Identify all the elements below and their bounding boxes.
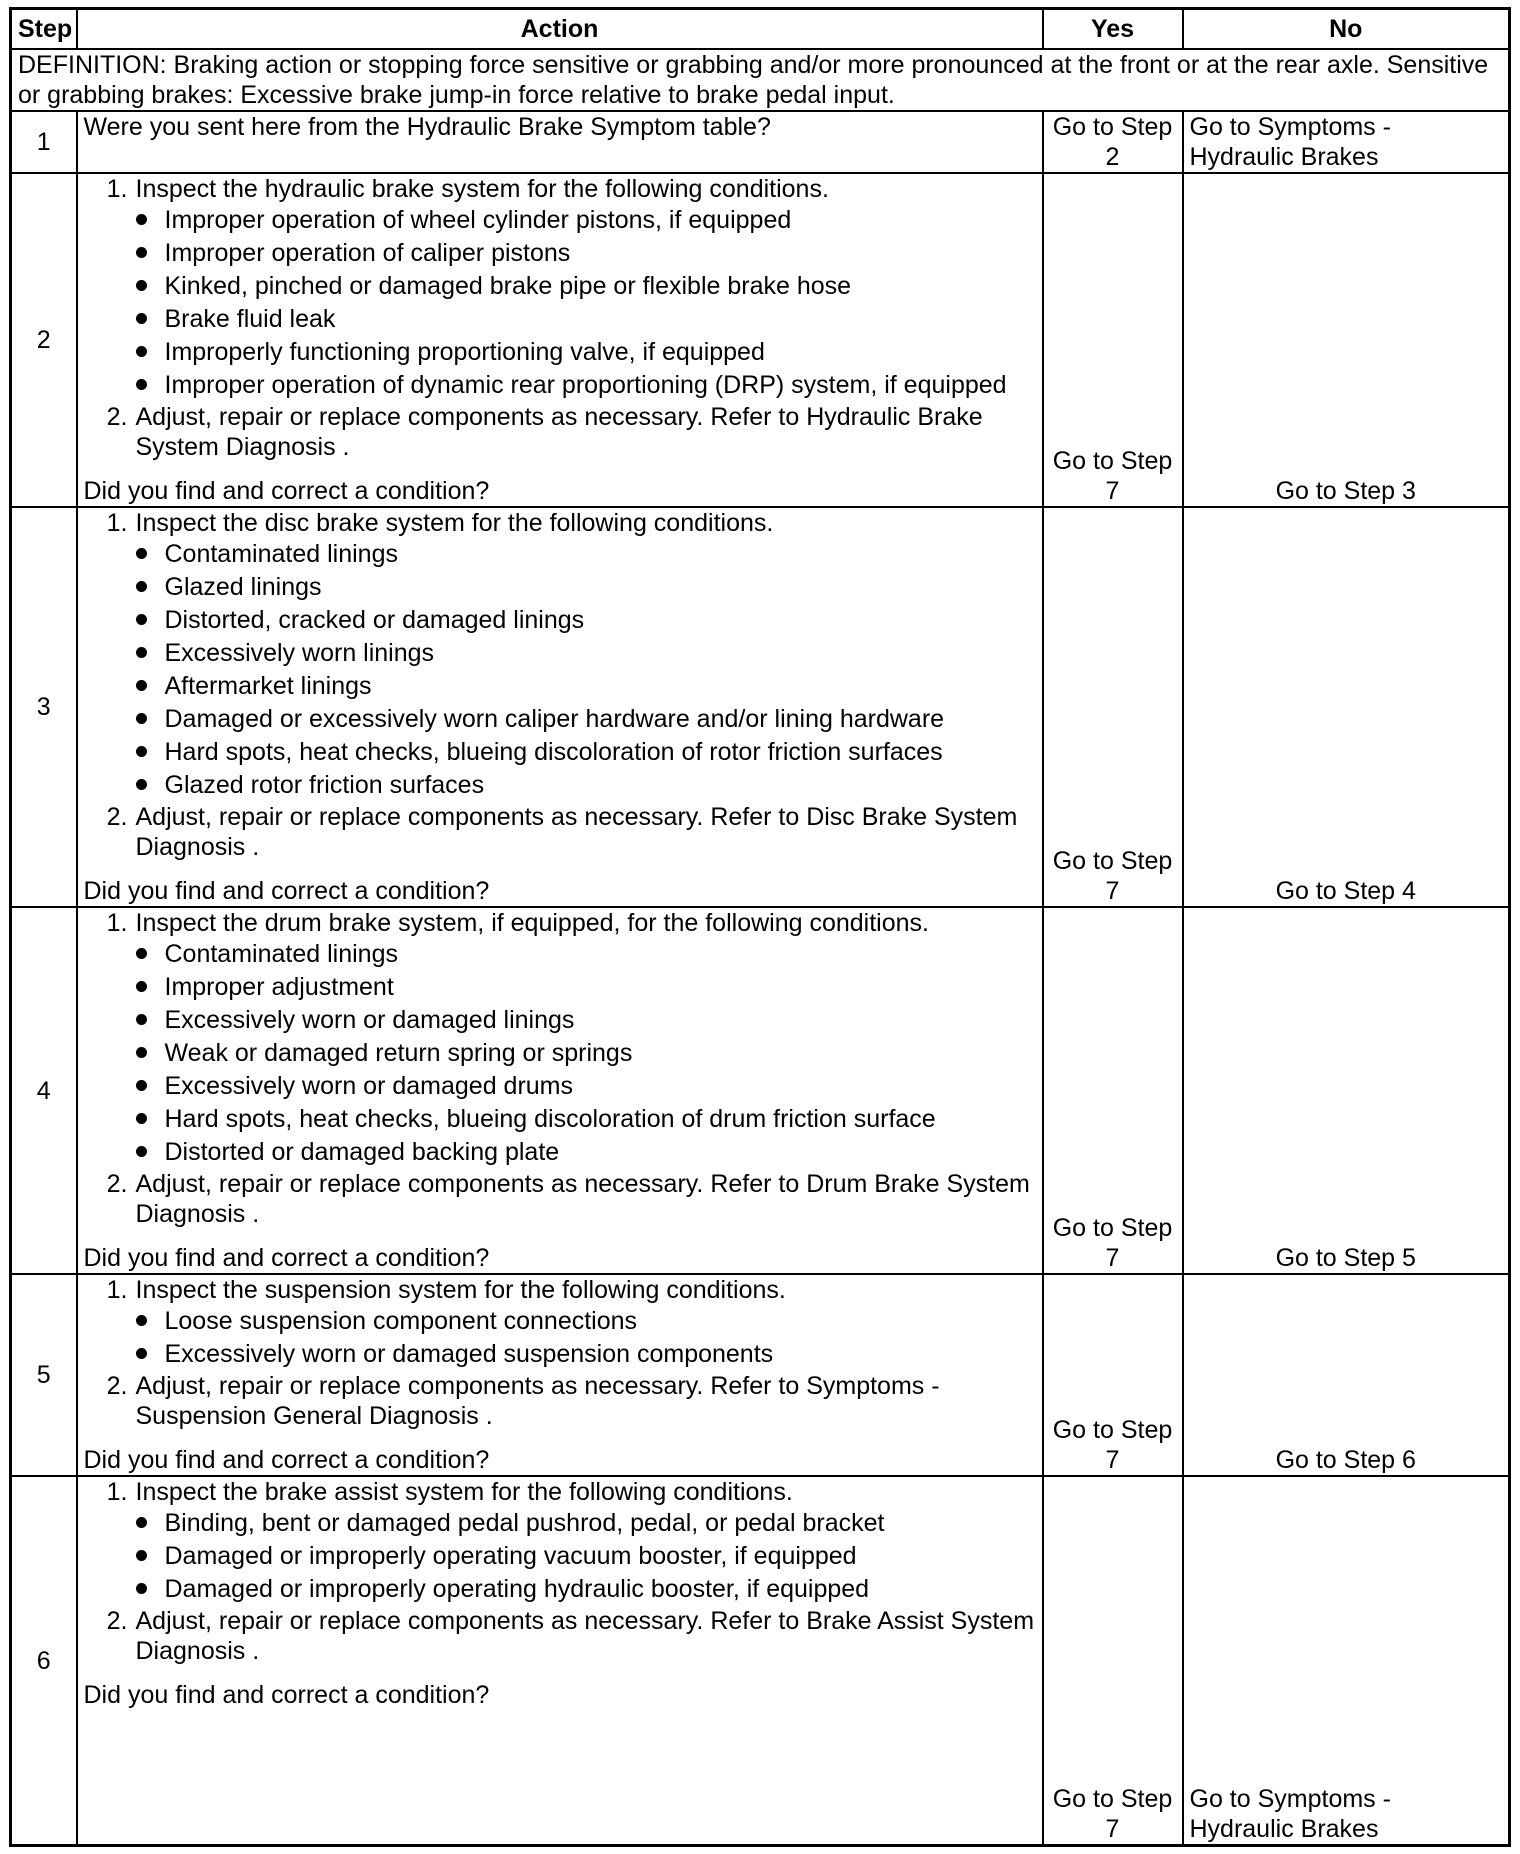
header-row	[11, 9, 1510, 50]
bullet-icon	[136, 247, 147, 258]
instruction-2: 2. Adjust, repair or replace components as necessary. Refer to Symptoms - Suspension General Diagnosis .	[106, 1372, 940, 1430]
bullet-icon	[136, 713, 147, 724]
bullet-icon	[136, 779, 147, 790]
condition-list	[84, 538, 1036, 802]
step-number: 1	[11, 111, 77, 173]
bullet-icon	[136, 1550, 147, 1561]
bullet-icon	[136, 1315, 147, 1326]
condition-item: Glazed linings	[84, 571, 1036, 604]
bullet-icon	[136, 647, 147, 658]
condition-item: Distorted, cracked or damaged linings	[84, 604, 1036, 637]
bullet-icon	[136, 1014, 147, 1025]
step-number: 6	[11, 1476, 77, 1846]
condition-item: Loose suspension component connections	[84, 1305, 1036, 1338]
definition-text: DEFINITION: Braking action or stopping force sensitive or grabbing and/or more pronounced at the front or at the rear axle. Sensitive or grabbing brakes: Excessive brake jump-in force relative to brake pedal input.	[11, 49, 1510, 111]
condition-item: Improper operation of caliper pistons	[84, 237, 1036, 270]
yes-result: Go to Step 2	[1043, 111, 1183, 173]
condition-item: Improper adjustment	[84, 971, 1036, 1004]
step-row-4	[11, 907, 1510, 1274]
header-yes: Yes	[1043, 9, 1183, 50]
step-row-1	[11, 111, 1510, 173]
step-row-3	[11, 507, 1510, 907]
question-text: Did you find and correct a condition?	[83, 1244, 490, 1272]
step-row-6	[11, 1476, 1510, 1846]
bullet-icon	[136, 746, 147, 757]
condition-item: Damaged or improperly operating vacuum booster, if equipped	[84, 1540, 1036, 1573]
instruction-2: 2. Adjust, repair or replace components as necessary. Refer to Hydraulic Brake System Diagnosis .	[106, 403, 983, 461]
action-cell	[77, 1274, 1043, 1476]
bullet-icon	[136, 1113, 147, 1124]
condition-list	[84, 1507, 1036, 1606]
instruction-1: 1. Inspect the brake assist system for the following conditions.	[106, 1478, 793, 1506]
condition-item: Improper operation of dynamic rear proportioning (DRP) system, if equipped	[84, 369, 1036, 402]
question-text: Did you find and correct a condition?	[83, 877, 490, 905]
condition-item: Kinked, pinched or damaged brake pipe or flexible brake hose	[84, 270, 1036, 303]
bullet-icon	[136, 313, 147, 324]
no-result: Go to Symptoms - Hydraulic Brakes	[1183, 1476, 1510, 1846]
condition-item: Weak or damaged return spring or springs	[84, 1037, 1036, 1070]
bullet-icon	[136, 680, 147, 691]
bullet-icon	[136, 1583, 147, 1594]
bullet-icon	[136, 1080, 147, 1091]
condition-item: Hard spots, heat checks, blueing discoloration of rotor friction surfaces	[84, 736, 1036, 769]
definition-row	[11, 49, 1510, 111]
condition-list	[84, 204, 1036, 402]
header-step: Step	[11, 9, 77, 50]
bullet-icon	[136, 1146, 147, 1157]
bullet-icon	[136, 1047, 147, 1058]
condition-item: Hard spots, heat checks, blueing discoloration of drum friction surface	[84, 1103, 1036, 1136]
question-text: Did you find and correct a condition?	[83, 1446, 490, 1474]
bullet-icon	[136, 379, 147, 390]
condition-item: Improperly functioning proportioning valve, if equipped	[84, 336, 1036, 369]
bullet-icon	[136, 1348, 147, 1359]
yes-result: Go to Step 7	[1043, 1274, 1183, 1476]
instruction-1: 1. Inspect the disc brake system for the following conditions.	[106, 509, 774, 537]
condition-item: Excessively worn or damaged suspension components	[84, 1338, 1036, 1371]
condition-item: Contaminated linings	[84, 938, 1036, 971]
instruction-1: 1. Inspect the hydraulic brake system for the following conditions.	[106, 175, 829, 203]
bullet-icon	[136, 948, 147, 959]
action-text: Were you sent here from the Hydraulic Brake Symptom table?	[77, 111, 1043, 173]
condition-item: Binding, bent or damaged pedal pushrod, pedal, or pedal bracket	[84, 1507, 1036, 1540]
bullet-icon	[136, 280, 147, 291]
yes-result: Go to Step 7	[1043, 507, 1183, 907]
condition-item: Brake fluid leak	[84, 303, 1036, 336]
bullet-icon	[136, 548, 147, 559]
action-cell	[77, 907, 1043, 1274]
yes-result: Go to Step 7	[1043, 173, 1183, 507]
instruction-2: 2. Adjust, repair or replace components as necessary. Refer to Brake Assist System Diagnosis .	[106, 1607, 1035, 1665]
header-no: No	[1183, 9, 1510, 50]
condition-item: Contaminated linings	[84, 538, 1036, 571]
step-number: 3	[11, 507, 77, 907]
condition-item: Distorted or damaged backing plate	[84, 1136, 1036, 1169]
yes-result: Go to Step 7	[1043, 1476, 1183, 1846]
instruction-2: 2. Adjust, repair or replace components as necessary. Refer to Disc Brake System Diagnosis .	[106, 803, 1018, 861]
bullet-icon	[136, 1517, 147, 1528]
bullet-icon	[136, 346, 147, 357]
yes-result: Go to Step 7	[1043, 907, 1183, 1274]
step-number: 4	[11, 907, 77, 1274]
condition-item: Excessively worn or damaged linings	[84, 1004, 1036, 1037]
no-result: Go to Step 3	[1183, 173, 1510, 507]
action-cell	[77, 1476, 1043, 1846]
condition-item: Aftermarket linings	[84, 670, 1036, 703]
instruction-1: 1. Inspect the suspension system for the following conditions.	[106, 1276, 786, 1304]
condition-item: Excessively worn linings	[84, 637, 1036, 670]
question-text: Did you find and correct a condition?	[83, 477, 490, 505]
action-cell	[77, 507, 1043, 907]
instruction-1: 1. Inspect the drum brake system, if equipped, for the following conditions.	[106, 909, 929, 937]
no-result: Go to Symptoms - Hydraulic Brakes	[1183, 111, 1510, 173]
bullet-icon	[136, 981, 147, 992]
question-text: Did you find and correct a condition?	[83, 1681, 490, 1709]
bullet-icon	[136, 214, 147, 225]
condition-item: Glazed rotor friction surfaces	[84, 769, 1036, 802]
header-action: Action	[77, 9, 1043, 50]
step-number: 5	[11, 1274, 77, 1476]
bullet-icon	[136, 581, 147, 592]
condition-list	[84, 1305, 1036, 1371]
step-row-2	[11, 173, 1510, 507]
condition-item: Damaged or excessively worn caliper hardware and/or lining hardware	[84, 703, 1036, 736]
action-cell	[77, 173, 1043, 507]
no-result: Go to Step 4	[1183, 507, 1510, 907]
condition-item: Damaged or improperly operating hydraulic booster, if equipped	[84, 1573, 1036, 1606]
diagnostic-table	[9, 7, 1511, 1847]
step-row-5	[11, 1274, 1510, 1476]
instruction-2: 2. Adjust, repair or replace components as necessary. Refer to Drum Brake System Diagnosis .	[106, 1170, 1030, 1228]
condition-item: Improper operation of wheel cylinder pistons, if equipped	[84, 204, 1036, 237]
condition-item: Excessively worn or damaged drums	[84, 1070, 1036, 1103]
step-number: 2	[11, 173, 77, 507]
condition-list	[84, 938, 1036, 1169]
bullet-icon	[136, 614, 147, 625]
no-result: Go to Step 5	[1183, 907, 1510, 1274]
no-result: Go to Step 6	[1183, 1274, 1510, 1476]
